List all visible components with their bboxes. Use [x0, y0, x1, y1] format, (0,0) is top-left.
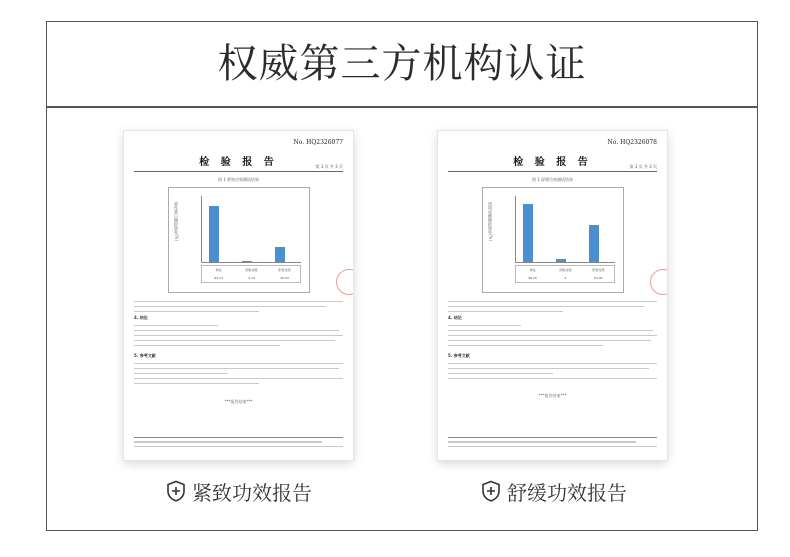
caption-label: 舒缓功效报告	[507, 480, 627, 505]
bar-sample	[523, 204, 533, 262]
page-title: 权威第三方机构认证	[217, 41, 587, 87]
section-references: 5. 参考文献	[448, 353, 470, 358]
table-cell: 2.14	[248, 276, 255, 280]
report-document-soothing[interactable]	[438, 131, 667, 460]
report-footer	[448, 437, 657, 452]
page-indicator: 第 3 页 共 3 页	[315, 164, 343, 169]
page-indicator: 第 3 页 共 3 页	[629, 164, 657, 169]
title-divider	[46, 106, 758, 108]
data-table	[201, 265, 301, 283]
y-axis	[201, 196, 202, 262]
report-number: No. HQ2326078	[607, 139, 657, 146]
red-seal-stamp	[650, 269, 667, 295]
table-cell: 96.15	[528, 276, 537, 280]
y-axis-label: 弹性蛋白酶抑制率(%)	[174, 202, 179, 241]
red-seal-stamp	[336, 269, 353, 295]
end-of-report: ***报告结束***	[224, 399, 253, 404]
section-conclusion: 4. 结论	[134, 315, 148, 320]
references-text	[134, 359, 343, 388]
header-rule	[134, 171, 343, 172]
table-cell: 阴性对照	[559, 268, 572, 272]
table-cell: 25.34	[280, 276, 289, 280]
table-cell: 阳性对照	[278, 268, 291, 272]
bar-chart	[168, 187, 310, 293]
caption-label: 紧致功效报告	[192, 480, 312, 505]
report-footer	[134, 437, 343, 452]
bar-positive-control	[589, 225, 599, 262]
section-conclusion: 4. 结论	[448, 315, 462, 320]
table-cell: 阳性对照	[592, 268, 605, 272]
shield-icon	[166, 480, 186, 502]
y-axis-label: 透明质酸酶抑制率(%)	[488, 202, 493, 241]
caption-soothing-report	[481, 476, 627, 506]
section-references: 5. 参考文献	[134, 353, 156, 358]
bar-negative-control	[556, 259, 566, 262]
chart-caption: 图 1 紧致功效测试结果	[217, 177, 260, 182]
bar-sample	[209, 206, 219, 262]
table-cell: 5	[564, 276, 567, 280]
shield-icon	[481, 480, 501, 502]
report-title: 检 验 报 告	[199, 157, 278, 168]
x-axis	[201, 262, 301, 263]
report-number: No. HQ2326077	[293, 139, 343, 146]
chart-caption: 图 1 舒缓功效测试结果	[531, 177, 574, 182]
table-cell: 94.13	[214, 276, 223, 280]
conclusion-text	[448, 321, 657, 350]
table-cell: 阴性对照	[245, 268, 258, 272]
bar-negative-control	[242, 261, 252, 262]
caption-firming-report	[166, 476, 312, 506]
report-title: 检 验 报 告	[513, 157, 592, 168]
body-text	[448, 297, 657, 316]
conclusion-text	[134, 321, 343, 350]
table-cell: 样品	[215, 268, 222, 272]
bar-positive-control	[275, 247, 285, 262]
y-axis	[515, 196, 516, 262]
header-rule	[448, 171, 657, 172]
body-text	[134, 297, 343, 316]
bar-chart	[482, 187, 624, 293]
x-axis	[515, 262, 615, 263]
end-of-report: ***报告结束***	[538, 393, 567, 398]
data-table	[515, 265, 615, 283]
table-cell: 61.91	[594, 276, 603, 280]
report-document-firming[interactable]	[124, 131, 353, 460]
references-text	[448, 359, 657, 383]
table-cell: 样品	[529, 268, 536, 272]
